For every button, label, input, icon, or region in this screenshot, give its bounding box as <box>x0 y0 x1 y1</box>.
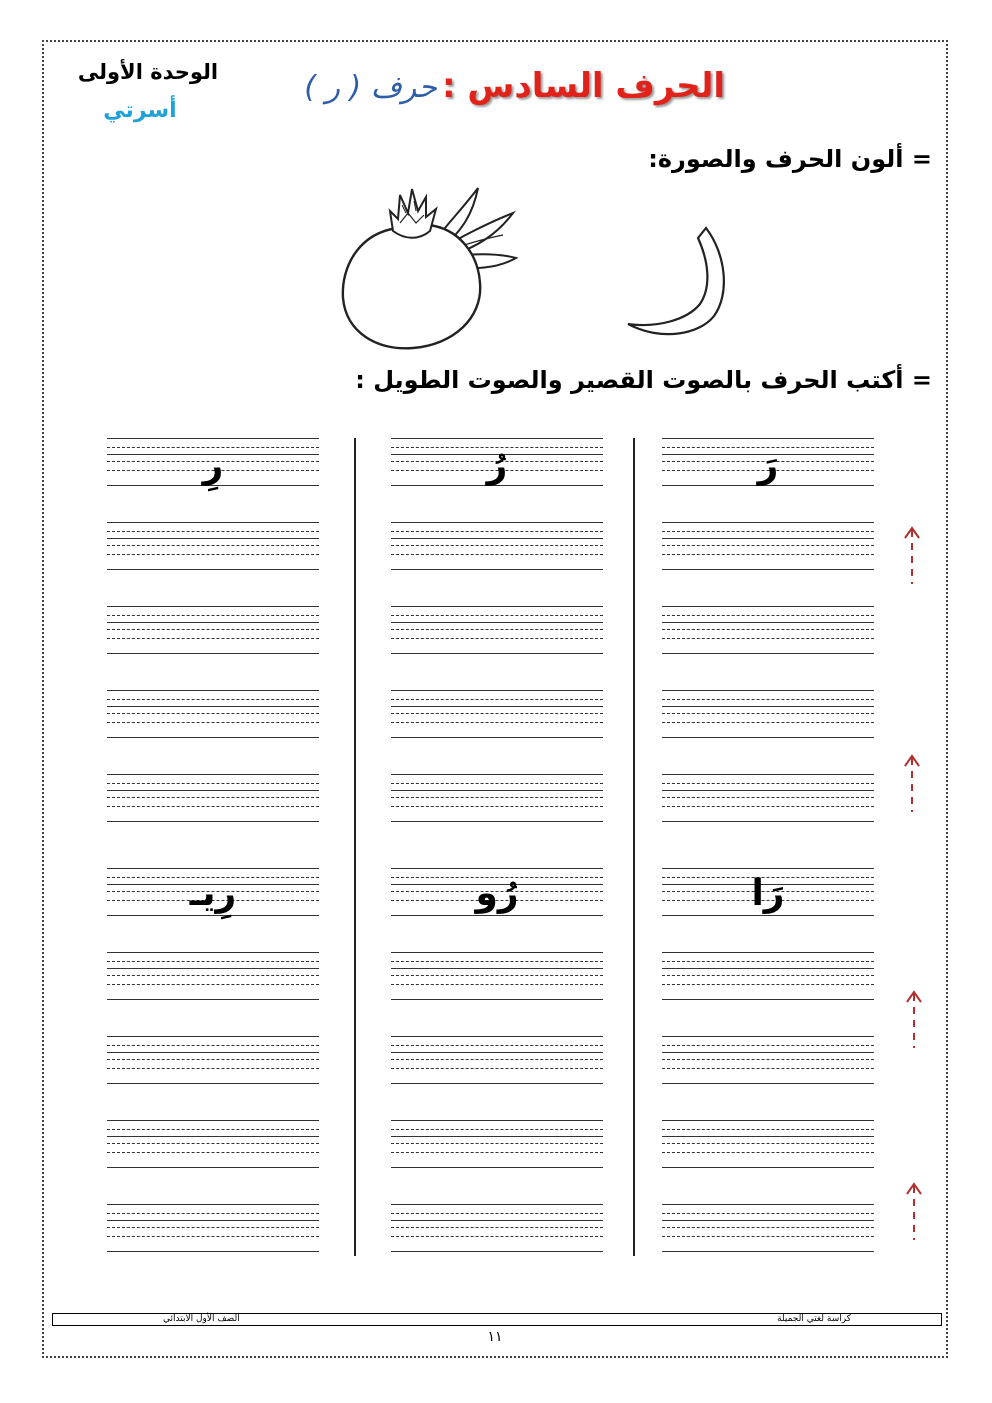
writing-guide-line <box>107 783 319 784</box>
writing-guide-line <box>391 975 603 976</box>
writing-guide-line <box>107 538 319 539</box>
writing-guide-line <box>391 774 603 775</box>
writing-guide-line <box>107 790 319 791</box>
writing-guide-line <box>391 797 603 798</box>
writing-guide-line <box>107 1236 319 1237</box>
letter-outline-image <box>622 224 732 344</box>
writing-guide-line <box>662 606 874 607</box>
writing-guide-line <box>662 622 874 623</box>
writing-guide-line <box>391 968 603 969</box>
writing-guide-line <box>662 915 874 916</box>
writing-guide-line <box>107 1120 319 1121</box>
writing-guide-line <box>391 915 603 916</box>
writing-guide-line <box>391 690 603 691</box>
writing-guide-line <box>107 915 319 916</box>
writing-guide-line <box>391 713 603 714</box>
arrow-up-icon <box>904 988 924 1050</box>
writing-guide-line <box>107 531 319 532</box>
writing-guide-line <box>391 821 603 822</box>
writing-guide-line <box>662 522 874 523</box>
writing-line-set <box>107 690 319 738</box>
writing-guide-line <box>662 783 874 784</box>
writing-guide-line <box>391 1129 603 1130</box>
writing-guide-line <box>391 1068 603 1069</box>
writing-guide-line <box>391 629 603 630</box>
writing-line-set <box>662 1204 874 1252</box>
writing-guide-line <box>107 774 319 775</box>
footer-bar <box>52 1313 942 1326</box>
writing-guide-line <box>391 569 603 570</box>
writing-line-set <box>391 1204 603 1252</box>
writing-guide-line <box>107 1052 319 1053</box>
unit-title: الوحدة الأولى <box>77 60 219 84</box>
column-divider <box>354 438 356 1256</box>
writing-guide-line <box>107 737 319 738</box>
writing-guide-line <box>662 629 874 630</box>
pomegranate-image <box>338 183 518 353</box>
writing-guide-line <box>662 961 874 962</box>
writing-guide-line <box>662 545 874 546</box>
writing-guide-line <box>107 1213 319 1214</box>
writing-guide-line <box>391 531 603 532</box>
writing-guide-line <box>107 1220 319 1221</box>
writing-guide-line <box>107 653 319 654</box>
writing-guide-line <box>107 522 319 523</box>
writing-guide-line <box>391 1213 603 1214</box>
writing-guide-line <box>662 438 874 439</box>
writing-guide-line <box>391 1059 603 1060</box>
writing-guide-line <box>391 545 603 546</box>
instruction-write: = أكتب الحرف بالصوت القصير والصوت الطويل : <box>355 366 932 394</box>
writing-guide-line <box>662 968 874 969</box>
writing-line-set <box>391 522 603 570</box>
writing-guide-line <box>391 806 603 807</box>
writing-guide-line <box>107 806 319 807</box>
writing-guide-line <box>391 1251 603 1252</box>
writing-line-set <box>107 1120 319 1168</box>
writing-guide-line <box>662 868 874 869</box>
writing-line-set <box>391 952 603 1000</box>
writing-guide-line <box>662 737 874 738</box>
writing-guide-line <box>391 1083 603 1084</box>
writing-guide-line <box>107 622 319 623</box>
writing-guide-line <box>662 797 874 798</box>
writing-guide-line <box>662 790 874 791</box>
writing-guide-line <box>107 1227 319 1228</box>
writing-guide-line <box>391 999 603 1000</box>
writing-guide-line <box>107 797 319 798</box>
writing-guide-line <box>107 1152 319 1153</box>
writing-guide-line <box>662 806 874 807</box>
writing-guide-line <box>391 1136 603 1137</box>
writing-guide-line <box>662 1236 874 1237</box>
writing-guide-line <box>107 638 319 639</box>
writing-guide-line <box>662 531 874 532</box>
writing-guide-line <box>391 961 603 962</box>
writing-guide-line <box>107 999 319 1000</box>
writing-line-set <box>662 690 874 738</box>
writing-guide-line <box>662 1120 874 1121</box>
column-divider <box>633 438 635 1256</box>
writing-guide-line <box>107 1045 319 1046</box>
writing-guide-line <box>391 606 603 607</box>
writing-guide-line <box>107 975 319 976</box>
writing-guide-line <box>107 615 319 616</box>
instruction-color: = ألون الحرف والصورة: <box>648 145 932 173</box>
writing-guide-line <box>662 1204 874 1205</box>
writing-guide-line <box>662 554 874 555</box>
writing-guide-line <box>107 722 319 723</box>
writing-guide-line <box>662 1052 874 1053</box>
writing-guide-line <box>107 968 319 969</box>
writing-guide-line <box>107 984 319 985</box>
writing-line-set <box>662 1120 874 1168</box>
writing-guide-line <box>662 690 874 691</box>
writing-guide-line <box>391 706 603 707</box>
footer-grade: الصف الأول الابتدائي <box>163 1314 240 1324</box>
writing-guide-line <box>391 783 603 784</box>
model-letter-fatha: رَ <box>757 445 779 486</box>
writing-guide-line <box>107 438 319 439</box>
writing-guide-line <box>391 737 603 738</box>
writing-line-set <box>391 1120 603 1168</box>
writing-guide-line <box>107 545 319 546</box>
writing-guide-line <box>391 722 603 723</box>
writing-guide-line <box>391 1036 603 1037</box>
arrow-up-icon <box>902 524 922 586</box>
writing-guide-line <box>662 952 874 953</box>
writing-guide-line <box>107 1068 319 1069</box>
writing-guide-line <box>391 1045 603 1046</box>
writing-guide-line <box>391 1220 603 1221</box>
writing-guide-line <box>662 1143 874 1144</box>
writing-guide-line <box>391 1204 603 1205</box>
writing-guide-line <box>107 1136 319 1137</box>
writing-guide-line <box>107 706 319 707</box>
writing-line-set <box>107 606 319 654</box>
writing-guide-line <box>391 522 603 523</box>
writing-guide-line <box>662 1167 874 1168</box>
writing-line-set <box>107 774 319 822</box>
writing-guide-line <box>391 1236 603 1237</box>
writing-guide-line <box>391 699 603 700</box>
writing-guide-line <box>662 638 874 639</box>
writing-guide-line <box>107 1204 319 1205</box>
writing-guide-line <box>662 1220 874 1221</box>
writing-guide-line <box>391 868 603 869</box>
writing-guide-line <box>391 638 603 639</box>
writing-guide-line <box>662 1059 874 1060</box>
writing-line-set <box>107 1204 319 1252</box>
writing-line-set <box>107 1036 319 1084</box>
footer-book-name: كراسة لغتي الجميلة <box>777 1314 851 1324</box>
writing-guide-line <box>107 1143 319 1144</box>
writing-guide-line <box>391 1227 603 1228</box>
writing-guide-line <box>107 629 319 630</box>
writing-guide-line <box>391 653 603 654</box>
writing-guide-line <box>662 706 874 707</box>
writing-guide-line <box>107 569 319 570</box>
writing-guide-line <box>107 821 319 822</box>
writing-guide-line <box>107 961 319 962</box>
writing-guide-line <box>662 699 874 700</box>
model-letter-damma: رُ <box>486 445 508 486</box>
writing-guide-line <box>662 999 874 1000</box>
writing-guide-line <box>107 1083 319 1084</box>
writing-line-set <box>391 690 603 738</box>
writing-guide-line <box>662 821 874 822</box>
writing-guide-line <box>391 622 603 623</box>
writing-line-set <box>662 606 874 654</box>
writing-guide-line <box>662 1129 874 1130</box>
writing-line-set <box>107 522 319 570</box>
writing-guide-line <box>662 569 874 570</box>
writing-guide-line <box>662 722 874 723</box>
writing-guide-line <box>107 1059 319 1060</box>
writing-guide-line <box>107 699 319 700</box>
writing-guide-line <box>107 690 319 691</box>
page-number: ١١ <box>487 1329 503 1345</box>
writing-guide-line <box>662 653 874 654</box>
writing-guide-line <box>391 438 603 439</box>
arrow-up-icon <box>904 1180 924 1242</box>
writing-guide-line <box>391 1143 603 1144</box>
writing-guide-line <box>662 1083 874 1084</box>
writing-line-set <box>391 606 603 654</box>
writing-guide-line <box>391 1052 603 1053</box>
writing-guide-line <box>662 538 874 539</box>
writing-guide-line <box>107 554 319 555</box>
writing-guide-line <box>107 713 319 714</box>
writing-guide-line <box>662 1152 874 1153</box>
arrow-up-icon <box>902 752 922 814</box>
writing-line-set <box>662 774 874 822</box>
writing-line-set <box>662 522 874 570</box>
writing-guide-line <box>107 1129 319 1130</box>
writing-guide-line <box>391 554 603 555</box>
model-letter-kasra: رِ <box>202 445 224 486</box>
writing-guide-line <box>107 952 319 953</box>
writing-line-set <box>391 774 603 822</box>
writing-guide-line <box>662 774 874 775</box>
writing-guide-line <box>107 1167 319 1168</box>
page-title <box>300 66 725 106</box>
unit-subtitle: أسرتي <box>103 98 177 123</box>
writing-guide-line <box>662 1251 874 1252</box>
writing-guide-line <box>662 1227 874 1228</box>
writing-guide-line <box>107 606 319 607</box>
writing-guide-line <box>107 1251 319 1252</box>
writing-guide-line <box>662 1136 874 1137</box>
writing-guide-line <box>391 1167 603 1168</box>
writing-guide-line <box>391 1152 603 1153</box>
writing-guide-line <box>391 538 603 539</box>
main-title-text: الحرف السادس : <box>442 66 725 106</box>
writing-guide-line <box>662 615 874 616</box>
model-letter-waw: رُو <box>475 873 519 914</box>
writing-line-set <box>662 1036 874 1084</box>
letter-caption: حرف ( ر ) <box>304 70 437 105</box>
writing-guide-line <box>662 713 874 714</box>
model-letter-ya: رِيـ <box>189 873 237 914</box>
writing-guide-line <box>107 868 319 869</box>
writing-line-set <box>107 952 319 1000</box>
writing-guide-line <box>662 984 874 985</box>
writing-guide-line <box>391 1120 603 1121</box>
writing-line-set <box>391 1036 603 1084</box>
writing-guide-line <box>391 790 603 791</box>
writing-guide-line <box>391 952 603 953</box>
writing-guide-line <box>662 1213 874 1214</box>
writing-guide-line <box>107 1036 319 1037</box>
writing-guide-line <box>662 1068 874 1069</box>
writing-line-set <box>662 952 874 1000</box>
model-letter-alif: رَا <box>751 873 785 914</box>
writing-guide-line <box>662 1036 874 1037</box>
writing-guide-line <box>662 1045 874 1046</box>
writing-guide-line <box>391 984 603 985</box>
writing-guide-line <box>391 615 603 616</box>
writing-guide-line <box>662 975 874 976</box>
